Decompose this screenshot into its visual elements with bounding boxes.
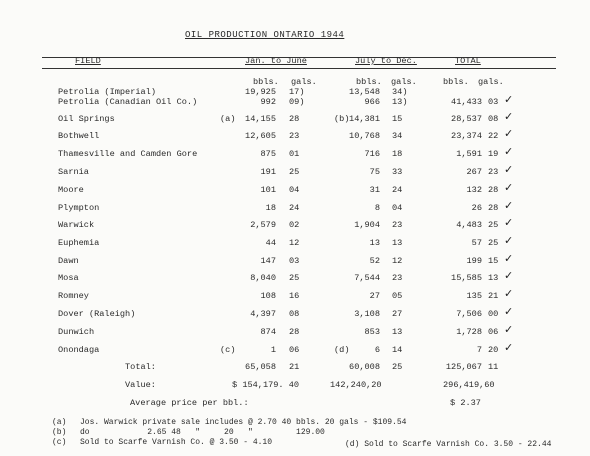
footnote-a-mark: (a) <box>52 418 67 427</box>
field-name: Dover (Raleigh) <box>58 309 136 319</box>
field-name: Onondaga <box>58 345 100 355</box>
h1-gals: 09) <box>289 97 305 107</box>
field-name: Dunwich <box>58 327 95 337</box>
h2-bbls: 8 <box>374 203 380 213</box>
h2-gals: 27 <box>392 309 403 319</box>
h1-bbls: 4,397 <box>250 309 276 319</box>
h1-note: (a) <box>220 114 236 124</box>
total-bbls: 267 <box>466 167 482 177</box>
total-bbls: 23,374 <box>451 131 482 141</box>
footnote-c-mark: (c) <box>52 438 67 447</box>
h1-gals: 12 <box>289 238 300 248</box>
value-h1: $ 154,179. 40 <box>232 380 300 390</box>
h2-gals: 24 <box>392 185 403 195</box>
value-h2: 142,240,20 <box>330 380 382 390</box>
h2-gals: 33 <box>392 167 403 177</box>
field-name: Thamesville and Camden Gore <box>58 149 198 159</box>
field-name: Euphemia <box>58 238 100 248</box>
h2-gals: 15 <box>392 114 403 124</box>
h1-bbls: 108 <box>260 291 276 301</box>
field-name: Warwick <box>58 220 95 230</box>
total-bbls: 28,537 <box>451 114 482 124</box>
h2-gals: 12 <box>392 256 403 266</box>
field-name: Moore <box>58 185 84 195</box>
h2-note: (b) <box>334 114 350 124</box>
h2-bbls: 6 <box>374 345 380 355</box>
total-total-gals: 11 <box>488 362 499 372</box>
h1-gals: 23 <box>289 131 300 141</box>
h1-bbls: 19,925 <box>245 87 276 97</box>
header-jan-june: Jan. to June <box>245 56 307 66</box>
h1-gals: 28 <box>289 327 300 337</box>
total-gals: 06 <box>488 327 499 337</box>
check-mark: ✓ <box>504 93 514 106</box>
footnote-a-text: Jos. Warwick private sale includes @ 2.70 40 bbls. 20 gals - $109.54 <box>80 418 407 427</box>
h1-gals: 06 <box>289 345 300 355</box>
footnote-b-text: do 2.65 48 " 20 " 129.00 <box>80 428 325 437</box>
subheader-total-bbls: bbls. <box>443 77 469 87</box>
check-mark: ✓ <box>504 341 514 354</box>
h2-bbls: 13 <box>369 238 380 248</box>
subheader-h1-gals: gals. <box>291 77 317 87</box>
average-price-value: $ 2.37 <box>450 398 481 408</box>
h2-gals: 13) <box>392 97 408 107</box>
h1-bbls: 1 <box>270 345 276 355</box>
total-gals: 22 <box>488 131 499 141</box>
h2-gals: 34 <box>392 131 403 141</box>
total-bbls: 199 <box>466 256 482 266</box>
h1-bbls: 147 <box>260 256 276 266</box>
h1-bbls: 874 <box>260 327 276 337</box>
h1-bbls: 44 <box>265 238 276 248</box>
field-name: Romney <box>58 291 89 301</box>
check-mark: ✓ <box>504 234 514 247</box>
total-gals: 13 <box>488 273 499 283</box>
total-bbls: 15,585 <box>451 273 482 283</box>
h1-bbls: 8,040 <box>250 273 276 283</box>
h2-bbls: 31 <box>369 185 380 195</box>
h1-bbls: 12,605 <box>245 131 276 141</box>
h2-gals: 34) <box>392 87 408 97</box>
total-gals: 08 <box>488 114 499 124</box>
total-h1-bbls: 65,058 <box>245 362 276 372</box>
h2-bbls: 3,108 <box>354 309 380 319</box>
h2-gals: 05 <box>392 291 403 301</box>
check-mark: ✓ <box>504 252 514 265</box>
h2-bbls: 1,904 <box>354 220 380 230</box>
subheader-h1-bbls: bbls. <box>253 77 279 87</box>
h2-bbls: 10,768 <box>349 131 380 141</box>
h1-bbls: 191 <box>260 167 276 177</box>
total-gals: 25 <box>488 238 499 248</box>
field-name: Petrolia (Imperial) <box>58 87 156 97</box>
total-bbls: 1,728 <box>456 327 482 337</box>
total-gals: 03 <box>488 97 499 107</box>
footnote-b-mark: (b) <box>52 428 67 437</box>
total-h2-gals: 25 <box>392 362 403 372</box>
check-mark: ✓ <box>504 181 514 194</box>
subheader-h2-bbls: bbls. <box>356 77 382 87</box>
footnote-d-text: (d) Sold to Scarfe Varnish Co. 3.50 - 22.44 <box>345 440 552 449</box>
h2-gals: 18 <box>392 149 403 159</box>
h1-bbls: 101 <box>260 185 276 195</box>
h2-gals: 13 <box>392 238 403 248</box>
check-mark: ✓ <box>504 287 514 300</box>
field-name: Oil Springs <box>58 114 115 124</box>
h2-bbls: 716 <box>364 149 380 159</box>
field-name: Bothwell <box>58 131 100 141</box>
footnote-c-text: Sold to Scarfe Varnish Co. @ 3.50 - 4.10 <box>80 438 273 447</box>
h1-note: (c) <box>220 345 236 355</box>
header-rule-bottom <box>42 68 556 69</box>
total-bbls: 1,591 <box>456 149 482 159</box>
total-bbls: 7 <box>476 345 482 355</box>
check-mark: ✓ <box>504 145 514 158</box>
total-gals: 28 <box>488 185 499 195</box>
check-mark: ✓ <box>504 110 514 123</box>
total-h2-bbls: 60,008 <box>349 362 380 372</box>
h1-gals: 25 <box>289 273 300 283</box>
h1-bbls: 14,155 <box>245 114 276 124</box>
total-gals: 28 <box>488 203 499 213</box>
h1-gals: 25 <box>289 167 300 177</box>
h2-bbls: 853 <box>364 327 380 337</box>
field-name: Plympton <box>58 203 100 213</box>
h1-bbls: 875 <box>260 149 276 159</box>
h2-gals: 13 <box>392 327 403 337</box>
total-gals: 23 <box>488 167 499 177</box>
h2-gals: 23 <box>392 220 403 230</box>
h1-gals: 24 <box>289 203 300 213</box>
check-mark: ✓ <box>504 163 514 176</box>
h2-gals: 14 <box>392 345 403 355</box>
total-bbls: 132 <box>466 185 482 195</box>
total-bbls: 7,506 <box>456 309 482 319</box>
subheader-h2-gals: gals. <box>391 77 417 87</box>
h2-gals: 04 <box>392 203 403 213</box>
total-gals: 00 <box>488 309 499 319</box>
h2-bbls: 966 <box>364 97 380 107</box>
h1-bbls: 18 <box>265 203 276 213</box>
h1-gals: 02 <box>289 220 300 230</box>
check-mark: ✓ <box>504 269 514 282</box>
field-name: Mosa <box>58 273 79 283</box>
h1-gals: 01 <box>289 149 300 159</box>
total-bbls: 26 <box>471 203 482 213</box>
field-name: Petrolia (Canadian Oil Co.) <box>58 97 198 107</box>
check-mark: ✓ <box>504 323 514 336</box>
total-gals: 21 <box>488 291 499 301</box>
total-bbls: 41,433 <box>451 97 482 107</box>
total-gals: 20 <box>488 345 499 355</box>
total-bbls: 135 <box>466 291 482 301</box>
total-bbls: 4,483 <box>456 220 482 230</box>
total-gals: 25 <box>488 220 499 230</box>
h1-bbls: 2,579 <box>250 220 276 230</box>
total-gals: 19 <box>488 149 499 159</box>
h1-bbls: 992 <box>260 97 276 107</box>
total-label: Total: <box>125 362 156 372</box>
h2-bbls: 14,381 <box>349 114 380 124</box>
total-total-bbls: 125,067 <box>445 362 482 372</box>
h1-gals: 16 <box>289 291 300 301</box>
h2-bbls: 52 <box>369 256 380 266</box>
total-bbls: 57 <box>471 238 482 248</box>
header-total: TOTAL <box>455 56 481 66</box>
h1-gals: 03 <box>289 256 300 266</box>
h1-gals: 04 <box>289 185 300 195</box>
header-field: FIELD <box>75 56 101 66</box>
check-mark: ✓ <box>504 199 514 212</box>
h2-gals: 23 <box>392 273 403 283</box>
h2-bbls: 27 <box>369 291 380 301</box>
average-price-label: Average price per bbl.: <box>130 398 249 408</box>
value-total: 296,419,60 <box>443 380 495 390</box>
check-mark: ✓ <box>504 305 514 318</box>
check-mark: ✓ <box>504 216 514 229</box>
check-mark: ✓ <box>504 127 514 140</box>
total-h1-gals: 21 <box>289 362 300 372</box>
h1-gals: 08 <box>289 309 300 319</box>
value-label: Value: <box>125 380 156 390</box>
total-gals: 15 <box>488 256 499 266</box>
header-july-dec: July to Dec. <box>355 56 417 66</box>
field-name: Dawn <box>58 256 79 266</box>
h2-bbls: 13,548 <box>349 87 380 97</box>
subheader-total-gals: gals. <box>478 77 504 87</box>
h1-gals: 17) <box>289 87 305 97</box>
h2-bbls: 75 <box>369 167 380 177</box>
field-name: Sarnia <box>58 167 89 177</box>
h2-bbls: 7,544 <box>354 273 380 283</box>
h1-gals: 28 <box>289 114 300 124</box>
h2-note: (d) <box>334 345 350 355</box>
document-title: OIL PRODUCTION ONTARIO 1944 <box>185 30 345 40</box>
